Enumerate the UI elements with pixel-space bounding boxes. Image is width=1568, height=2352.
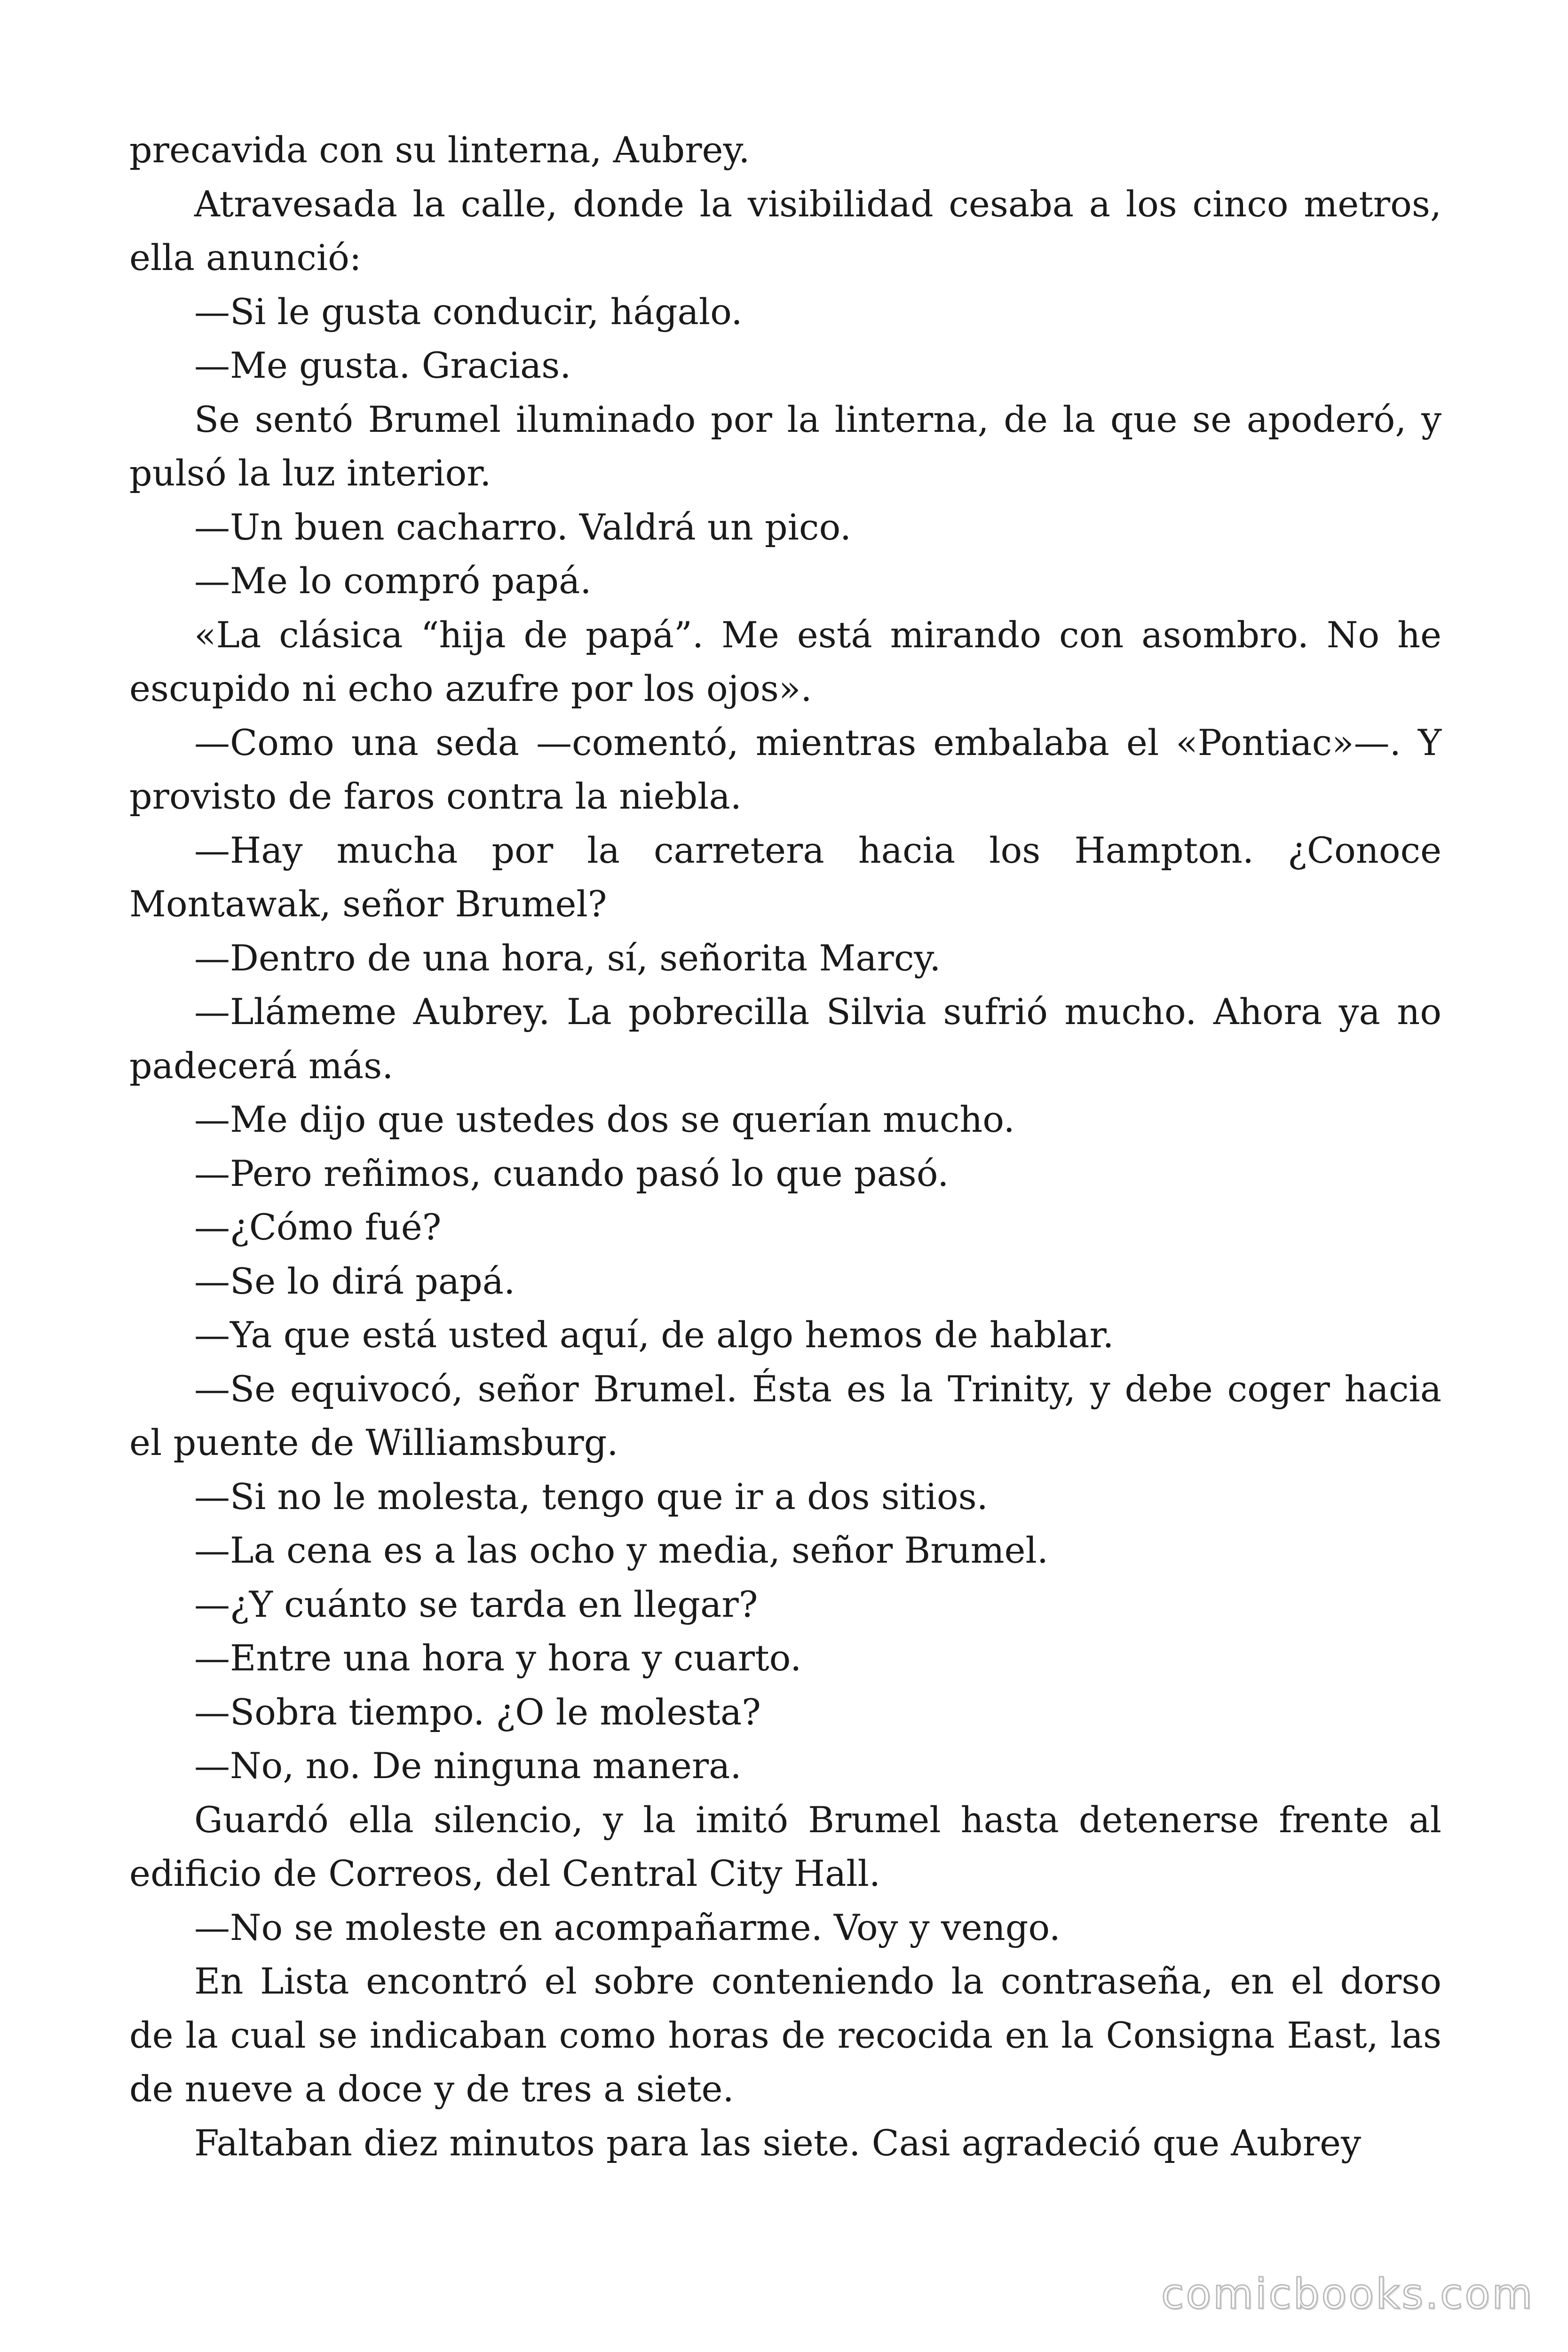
- paragraph: —Hay mucha por la carretera hacia los Hampton. ¿Conoce Montawak, señor Brumel?: [129, 829, 1441, 925]
- paragraph: —Se lo dirá papá.: [194, 1260, 515, 1302]
- paragraph: —No se moleste en acompañarme. Voy y vengo.: [194, 1906, 1061, 1948]
- paragraph: —Dentro de una hora, sí, señorita Marcy.: [194, 937, 941, 979]
- paragraph: —¿Cómo fué?: [194, 1206, 442, 1248]
- paragraph: —Llámeme Aubrey. La pobrecilla Silvia sufrió mucho. Ahora ya no padecerá más.: [129, 991, 1441, 1087]
- paragraph: —Me lo compró papá.: [194, 560, 592, 602]
- paragraph: —Pero reñimos, cuando pasó lo que pasó.: [194, 1152, 949, 1194]
- paragraph: —No, no. De ninguna manera.: [194, 1745, 742, 1787]
- paragraph: —Un buen cacharro. Valdrá un pico.: [194, 506, 852, 548]
- paragraph: precavida con su linterna, Aubrey.: [129, 129, 750, 171]
- paragraph: —Sobra tiempo. ¿O le molesta?: [194, 1691, 761, 1733]
- paragraph: —Ya que está usted aquí, de algo hemos de hablar.: [194, 1314, 1114, 1356]
- paragraph: Guardó ella silencio, y la imitó Brumel hasta detenerse frente al edificio de Correos, del Central City Hall.: [129, 1798, 1441, 1894]
- body-text: [129, 123, 1441, 2170]
- paragraph: Atravesada la calle, donde la visibilidad cesaba a los cinco metros, ella anunció:: [129, 183, 1441, 278]
- watermark: comicbooks.com: [1161, 2270, 1534, 2318]
- paragraph: —Me gusta. Gracias.: [194, 344, 571, 386]
- paragraph: Se sentó Brumel iluminado por la linterna, de la que se apoderó, y pulsó la luz interior.: [129, 398, 1441, 494]
- paragraph: —Si le gusta conducir, hágalo.: [194, 290, 743, 333]
- paragraph: —Entre una hora y hora y cuarto.: [194, 1637, 802, 1679]
- paragraph: —Me dijo que ustedes dos se querían mucho.: [194, 1098, 1015, 1140]
- paragraph: —Como una seda —comentó, mientras embalaba el «Pontiac»—. Y provisto de faros contra la niebla.: [129, 721, 1441, 817]
- paragraph: —Si no le molesta, tengo que ir a dos sitios.: [194, 1475, 988, 1518]
- paragraph: Faltaban diez minutos para las siete. Casi agradeció que Aubrey: [194, 2122, 1362, 2164]
- paragraph: «La clásica “hija de papá”. Me está mirando con asombro. No he escupido ni echo azufre por los ojos».: [129, 613, 1441, 709]
- paragraph: —¿Y cuánto se tarda en llegar?: [194, 1583, 758, 1625]
- paragraph: En Lista encontró el sobre conteniendo la contraseña, en el dorso de la cual se indicaban como horas de recocida en la Consigna East, las de nueve a doce y de tres a siete.: [129, 1960, 1441, 2110]
- paragraph: —La cena es a las ocho y media, señor Brumel.: [194, 1529, 1048, 1571]
- paragraph: —Se equivocó, señor Brumel. Ésta es la Trinity, y debe coger hacia el puente de Williamsburg.: [129, 1367, 1441, 1463]
